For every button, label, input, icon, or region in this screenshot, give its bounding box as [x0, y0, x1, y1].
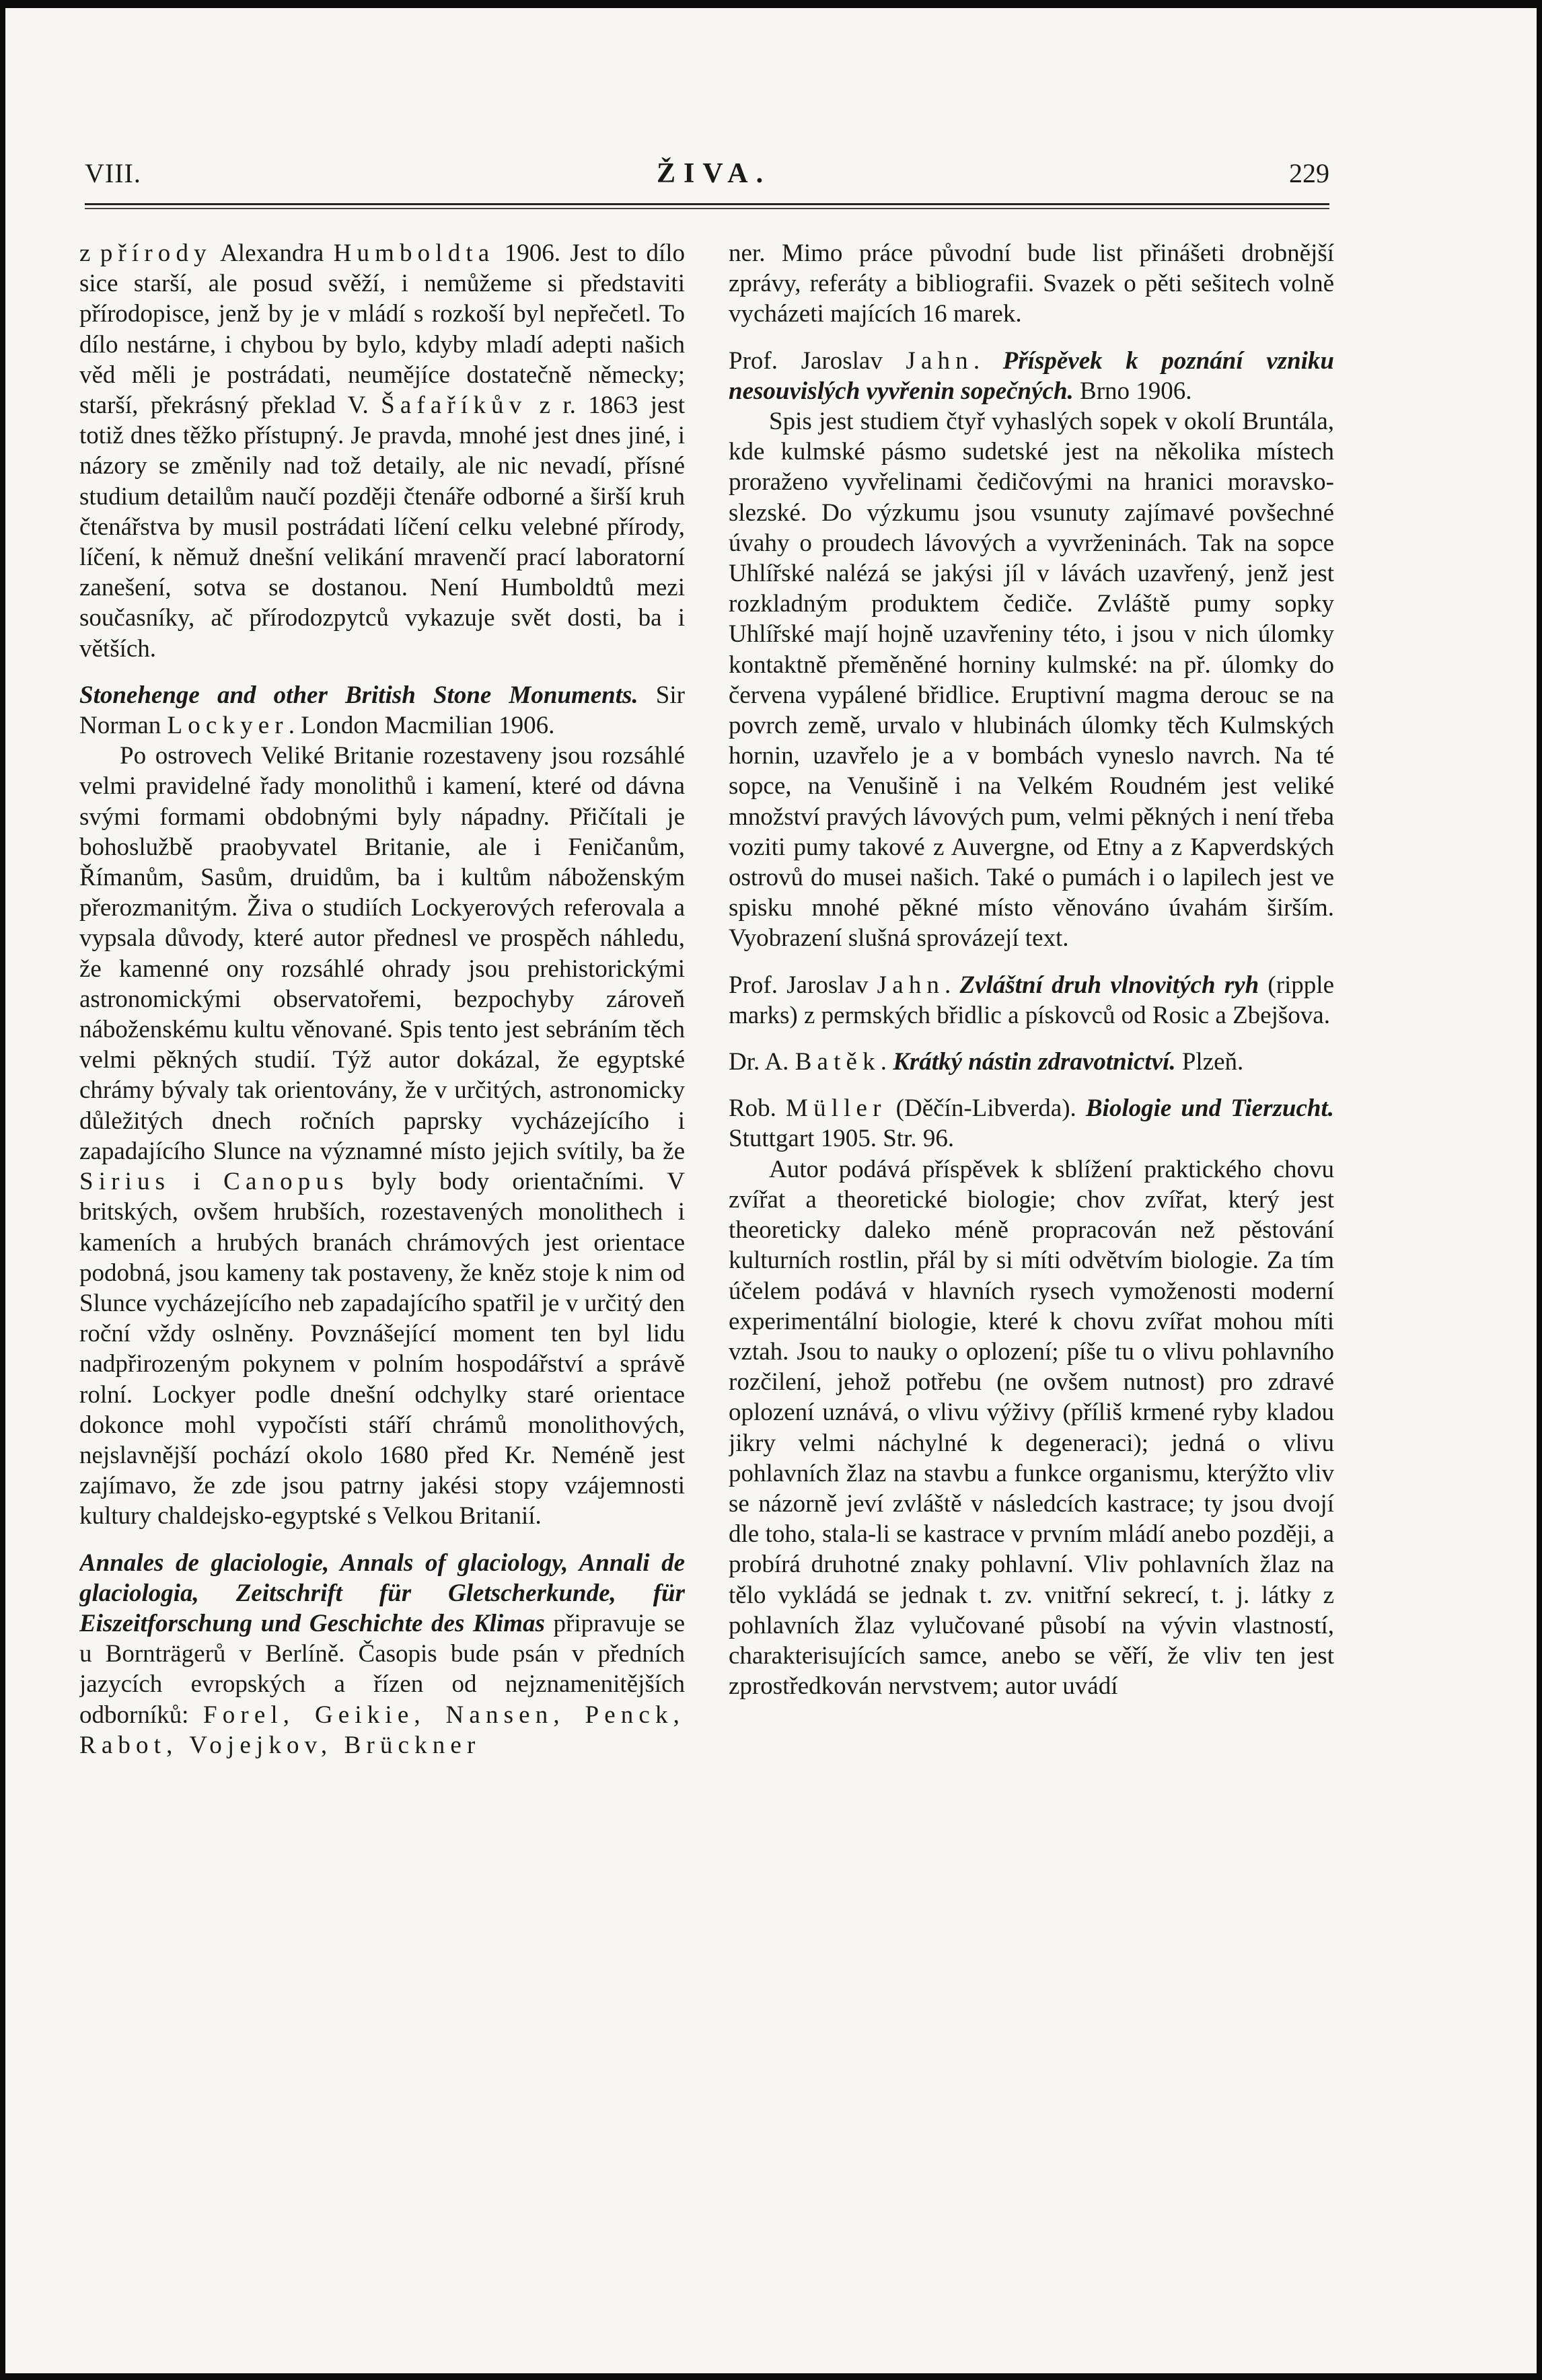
- text: (ripple marks) z permských břidlic a pískovců od Rosic a Zbejšova.: [729, 971, 1334, 1029]
- text: (Děčín-Libverda).: [886, 1094, 1086, 1123]
- author-name: Jahn: [906, 346, 974, 375]
- paragraph-humboldt: [79, 238, 685, 664]
- left-column: [79, 238, 685, 2310]
- text-spaced: přírody: [100, 239, 212, 267]
- editor-names: Forel, Geikie, Nansen, Penck, Rabot, Vojejkov, Brückner: [79, 1701, 685, 1759]
- text: ner. Mimo práce původní bude list přinášeti drobnější zprávy, referáty a bibliografii. Svazek o pěti sešitech volně vycházeti majících 16 marek.: [729, 239, 1334, 328]
- author-name: Lockyer: [167, 712, 289, 740]
- page: [5, 8, 1537, 2373]
- text: připravuje se u Bornträgerů v Berlíně. Časopis bude psán v předních jazycích evropských a řízen od nejznamenitějších odborníků:: [79, 1609, 685, 1729]
- star-name: Sirius: [79, 1168, 171, 1196]
- text: Dr. A.: [729, 1048, 795, 1076]
- text: z r. 1863 jest totiž dnes těžko přístupný. Je pravda, mnohé jest dnes jiné, i názory se změnily nad tož detaily, ale nic nevadí, přísné studium detailům naučí později čtenáře odborné a širší kruh čtenářstva by musil postrádati líčení celku velebné přírody, líčení, k němuž dnešní velikání mravenčí prací laboratorní zanešení, sotva se dostanou. Není Humboldtů mezi současníky, ač přírodozpytců vykazuje svět dosti, ba i větších.: [79, 392, 685, 663]
- text: Sir Norman: [79, 681, 685, 740]
- entry-jahn-ripple: [729, 970, 1334, 1031]
- paragraph-glaciology-continued: [729, 238, 1334, 330]
- paragraph-muller-review: [729, 1154, 1334, 1702]
- book-title: Krátký nástin zdravotnictví.: [893, 1048, 1176, 1076]
- journal-titles: Annales de glaciologie, Annals of glaciology, Annali de glaciologia, Zeitschrift für Gletscherkunde, für Eiszeitforschung und Geschichte des Klimas: [79, 1549, 685, 1637]
- text: Plzeň.: [1175, 1048, 1244, 1076]
- text: Spis jest studiem čtyř vyhaslých sopek v okolí Bruntála, kde kulmské pásmo sudetské jest na několika místech proraženo vyvřelinami čedičovými na hranici moravsko-slezské. Do výzkumu jsou vsunuty zajímavé povšechné úvahy o proudech lávových a vyvrženinách. Tak na sopce Uhlířské nalézá se jakýsi jíl v lávách uzavřený, jenž jest rozkladným produktem čediče. Zvláště pumy sopky Uhlířské mají hojně uzavřeniny této, i jsou v nich úlomky kontaktně přeměněné horniny kulmské: na př. úlomky do červena vypálené břidlice. Eruptivní magma derouc se na povrch země, urvalo v hlubinách úlomky těch Kulmských hornin, uzavřelo je a v bombách vyneslo navrch. Na té sopce, na Venušině i na Velkém Roudném jest veliké množství pravých lávových pum, velmi pěkných i není třeba voziti pumy takové z Auvergne, od Etny a z Kapverdských ostrovů do musei našich. Také o pumách i o lapilech jest ve spisku mnohé pěkné místo věnováno úvahám širším. Vyobrazení slušná sprovázejí text.: [729, 408, 1334, 953]
- book-title: Zvláštní druh vlnovitých ryh: [959, 971, 1259, 999]
- text: Brno 1906.: [1073, 377, 1192, 405]
- entry-glaciology: [79, 1548, 685, 1760]
- author-name: Jahn: [877, 971, 945, 999]
- header-rule-thin: [85, 208, 1329, 209]
- entry-muller: [729, 1093, 1334, 1154]
- text: . London Macmilian 1906.: [288, 712, 555, 740]
- entry-batek: [729, 1047, 1334, 1077]
- header-rule: [85, 203, 1329, 205]
- text: 1906. Jest to dílo sice starší, ale posud svěží, i nemůžeme si představiti přírodopisce, jenž by je v mládí s rozkoší byl nepřečetl. To dílo nestárne, i chybou by bylo, kdyby mladí adepti našich věd měli je postrádati, neumějíce dostatečně německy; starší, překrásný překlad V.: [79, 239, 685, 420]
- text: .: [880, 1048, 893, 1076]
- book-title: Příspěvek k poznání vzniku nesouvislých vyvřenin sopečných.: [729, 346, 1334, 405]
- text: byly body orientačními. V britských, ovšem hrubších, rozestavených monolithech i kameních a hrubých branách chrámových jest orientace podobná, jsou kameny tak postaveny, že kněz stoje k nim od Slunce vycházejícího neb zapadajícího spatřil je v určitý den roční vždy oslněny. Povznášející moment ten byl lidu nadpřirozeným pokynem v polním hospodářství a správě rolní. Lockyer podle dnešní odchylky staré orientace dokonce mohl vypočísti stáří chrámů monolithových, nejslavnější pochází okolo 1680 před Kr. Neméně jest zajímavo, že zde jsou patrny jakési stopy vzájemnosti kultury chaldejsko-egyptské s Velkou Britanií.: [79, 1168, 685, 1530]
- right-column: [729, 238, 1334, 2310]
- volume-number: VIII.: [85, 158, 141, 188]
- text: Po ostrovech Veliké Britanie rozestaveny jsou rozsáhlé velmi pravidelné řady monolithů i kamení, které od dávna svými formami obdobnými byly nápadny. Přičítali je bohoslužbě praobyvatel Britanie, ale i Feničanům, Římanům, Sasům, druidům, ba i kultům náboženským přerozmanitým. Živa o studiích Lockyerových referovala a vypsala důvody, které autor přednesl ve prospěch náhledu, že kamenné ony rozsáhlé ohrady jsou prehistorickými astronomickými observatořemi, bezpochyby zároveň náboženskému kultu věnované. Spis tento jest sebráním těch velmi pěkných studií. Týž autor dokázal, že egyptské chrámy bývaly tak orientovány, že v určitých, astronomicky důležitých dnech ročních paprsky vycházejícího i zapadajícího Slunce na významné místo jejich svítily, ba že: [79, 742, 685, 1165]
- text: .: [973, 346, 1003, 375]
- text: i: [170, 1168, 224, 1196]
- text: Rob.: [729, 1094, 786, 1123]
- journal-title: ŽIVA.: [657, 158, 772, 189]
- author-name: Batěk: [795, 1048, 881, 1076]
- running-header: [85, 157, 1329, 204]
- author-name: Müller: [786, 1094, 887, 1123]
- author-name: Humboldta: [333, 239, 495, 267]
- entry-stonehenge: [79, 680, 685, 741]
- star-name: Canopus: [223, 1168, 349, 1196]
- text: Prof. Jaroslav: [729, 346, 906, 375]
- book-title: Biologie und Tierzucht.: [1085, 1094, 1334, 1123]
- text: .: [945, 971, 960, 999]
- page-number: 229: [1289, 158, 1329, 188]
- text: z: [79, 239, 100, 267]
- paragraph-volcanic-review: [729, 406, 1334, 954]
- entry-jahn-volcanic: [729, 346, 1334, 406]
- text: Alexandra: [211, 239, 334, 267]
- text: Stuttgart 1905. Str. 96.: [729, 1125, 955, 1153]
- translator-name: Šafaříkův: [381, 392, 527, 420]
- book-title: Stonehenge and other British Stone Monuments.: [79, 681, 638, 709]
- text: Prof. Jaroslav: [729, 971, 877, 999]
- text: Autor podává příspěvek k sblížení praktického chovu zvířat a theoretické biologie; chov zvířat, který jest theoreticky daleko méně propracován než pěstování kulturních rostlin, přál by si míti odvětvím biologie. Za tím účelem podává v hlavních rysech vymoženosti moderní experimentální biologie, které k chovu zvířat mohou míti vztah. Jsou to nauky o oplození; píše tu o vlivu pohlavního rozčilení, jehož potřebu (ne ovšem nutnost) pro zdravé oplození uznává, o vlivu výživy (příliš krmené ryby kladou jikry velmi náchylné k degeneraci); jedná o vlivu pohlavních žlaz na stavbu a funkce organismu, kterýžto vliv se názorně jeví zvláště v následcích kastrace; ty jsou dvojí dle toho, stala-li se kastrace v prvním mládí anebo později, a probírá druhotné znaky pohlavní. Vliv pohlavních žlaz na tělo vykládá se jednak t. zv. vnitřní sekrecí, t. j. látky z pohlavních žlaz vylučované působí na vývin vlastností, charakterisujících samce, anebo se věří, že vliv ten jest zprostředkován nervstvem; autor uvádí: [729, 1155, 1334, 1701]
- paragraph-stonehenge-review: [79, 741, 685, 1531]
